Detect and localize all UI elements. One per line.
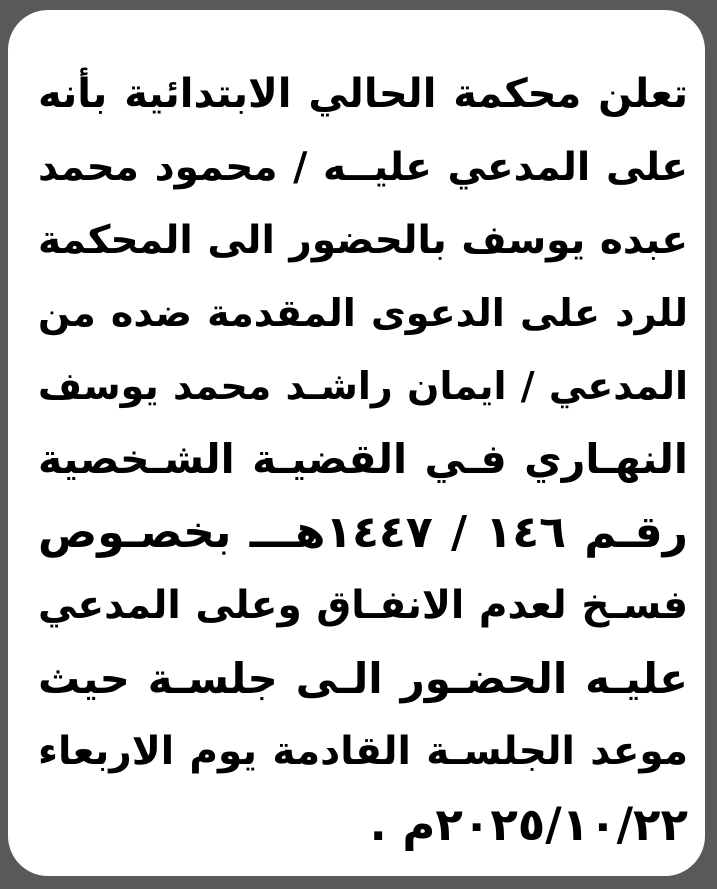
notice-text <box>38 58 688 861</box>
notice-line-4: للرد على الدعوى المقدمة ضده من <box>38 291 688 335</box>
notice-line-2: على المدعي عليــه / محمود محمد <box>38 145 688 190</box>
notice-line-8: فسـخ لعدم الانفـاق وعلى المدعي <box>38 583 688 628</box>
notice-line-5: المدعي / ايمان راشـد محمد يوسف <box>38 364 688 408</box>
notice-line-1: تعلن محكمة الحالي الابتدائية بأنه <box>38 71 688 117</box>
notice-line-11: ٢٠٢٥/١٠/٢٢م . <box>369 798 688 851</box>
notice-line-7: رقـم ١٤٦ / ١٤٤٧هـــ بخصـوص <box>38 507 688 558</box>
notice-line-10: موعد الجلسـة القادمة يوم الاربعاء <box>38 729 688 774</box>
notice-line-9: عليـه الحضـور الـى جلسـة حيث <box>38 654 688 703</box>
notice-line-6: النهـاري فـي القضيـة الشـخصية <box>38 435 688 483</box>
notice-line-3: عبده يوسف بالحضور الى المحكمة <box>38 218 688 263</box>
notice-card <box>8 10 705 876</box>
